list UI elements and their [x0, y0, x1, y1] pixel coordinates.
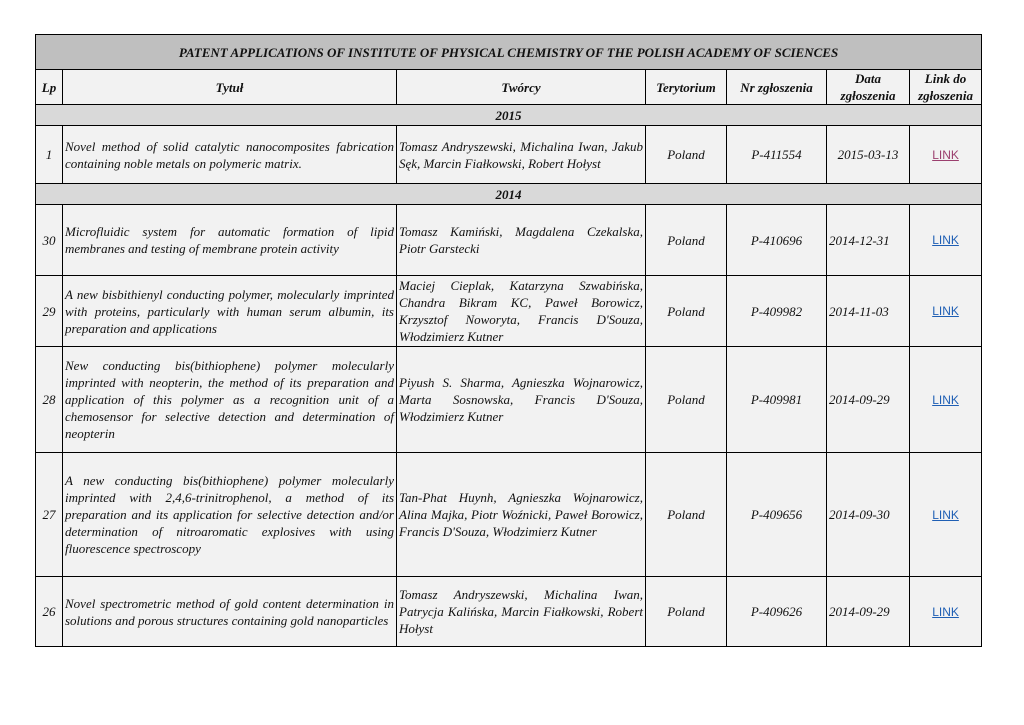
application-link[interactable]: LINK — [932, 233, 959, 247]
column-header-row — [36, 70, 982, 105]
row-number: 1 — [36, 126, 63, 184]
application-link-cell — [910, 205, 982, 276]
header-lp: Lp — [36, 70, 63, 105]
patent-territory: Poland — [646, 453, 727, 577]
patent-authors: Piyush S. Sharma, Agnieszka Wojnarowicz, Marta Sosnowska, Francis D'Souza, Włodzimierz Kutner — [397, 347, 646, 453]
patent-authors: Maciej Cieplak, Katarzyna Szwabińska, Chandra Bikram KC, Paweł Borowicz, Krzysztof Noworyta, Francis D'Souza, Włodzimierz Kutner — [397, 276, 646, 347]
application-date: 2014-11-03 — [827, 276, 910, 347]
application-date: 2014-09-30 — [827, 453, 910, 577]
year-row-2014 — [36, 184, 982, 205]
header-application-date: Data zgłoszenia — [827, 70, 910, 105]
row-number: 26 — [36, 577, 63, 647]
patent-authors: Tomasz Andryszewski, Michalina Iwan, Patrycja Kalińska, Marcin Fiałkowski, Robert Hołyst — [397, 577, 646, 647]
application-number: P-409982 — [727, 276, 827, 347]
row-number: 29 — [36, 276, 63, 347]
application-number: P-411554 — [727, 126, 827, 184]
application-number: P-409626 — [727, 577, 827, 647]
application-link-cell — [910, 577, 982, 647]
header-application-number: Nr zgłoszenia — [727, 70, 827, 105]
patent-title: Novel method of solid catalytic nanocomposites fabrication containing noble metals on polymeric matrix. — [63, 126, 397, 184]
application-link-cell — [910, 126, 982, 184]
application-link-cell — [910, 347, 982, 453]
application-number: P-409656 — [727, 453, 827, 577]
header-authors: Twórcy — [397, 70, 646, 105]
table-row — [36, 347, 982, 453]
application-number: P-410696 — [727, 205, 827, 276]
patent-title: New conducting bis(bithiophene) polymer molecularly imprinted with neopterin, the method of its preparation and application of this polymer as a recognition unit of a chemosensor for selective detection and determination of neopterin — [63, 347, 397, 453]
patent-territory: Poland — [646, 276, 727, 347]
patent-title: Microfluidic system for automatic formation of lipid membranes and testing of membrane protein activity — [63, 205, 397, 276]
patent-territory: Poland — [646, 126, 727, 184]
year-row-2015 — [36, 105, 982, 126]
row-number: 30 — [36, 205, 63, 276]
table-row — [36, 126, 982, 184]
patent-title: A new bisbithienyl conducting polymer, molecularly imprinted with proteins, particularly with human serum albumin, its preparation and applications — [63, 276, 397, 347]
patent-applications-table — [35, 34, 982, 647]
year-label: 2014 — [36, 184, 982, 205]
application-link[interactable]: LINK — [932, 604, 959, 619]
patent-authors: Tomasz Kamiński, Magdalena Czekalska, Piotr Garstecki — [397, 205, 646, 276]
patent-title: Novel spectrometric method of gold content determination in solutions and porous structures containing gold nanoparticles — [63, 577, 397, 647]
application-date: 2014-09-29 — [827, 347, 910, 453]
patent-authors: Tomasz Andryszewski, Michalina Iwan, Jakub Sęk, Marcin Fiałkowski, Robert Hołyst — [397, 126, 646, 184]
application-date: 2014-12-31 — [827, 205, 910, 276]
patent-authors: Tan-Phat Huynh, Agnieszka Wojnarowicz, Alina Majka, Piotr Woźnicki, Paweł Borowicz, Francis D'Souza, Włodzimierz Kutner — [397, 453, 646, 577]
header-territory: Terytorium — [646, 70, 727, 105]
application-link[interactable]: LINK — [932, 147, 959, 162]
application-link[interactable]: LINK — [932, 304, 959, 318]
application-date: 2014-09-29 — [827, 577, 910, 647]
table-title-row — [36, 35, 982, 70]
table-title: PATENT APPLICATIONS OF INSTITUTE OF PHYSICAL CHEMISTRY OF THE POLISH ACADEMY OF SCIENCES — [36, 35, 982, 70]
patent-title: A new conducting bis(bithiophene) polymer molecularly imprinted with 2,4,6-trinitrophenol, a method of its preparation and its application for selective detection and/or determination of nitroaromatic explosives with using fluorescence spectroscopy — [63, 453, 397, 577]
year-label: 2015 — [36, 105, 982, 126]
row-number: 28 — [36, 347, 63, 453]
header-title: Tytuł — [63, 70, 397, 105]
patent-territory: Poland — [646, 205, 727, 276]
application-number: P-409981 — [727, 347, 827, 453]
application-link-cell — [910, 453, 982, 577]
table-row — [36, 205, 982, 276]
patent-territory: Poland — [646, 577, 727, 647]
table-row — [36, 577, 982, 647]
application-link-cell — [910, 276, 982, 347]
application-link[interactable]: LINK — [932, 392, 959, 407]
table-row — [36, 453, 982, 577]
header-application-link: Link do zgłoszenia — [910, 70, 982, 105]
application-date: 2015-03-13 — [827, 126, 910, 184]
row-number: 27 — [36, 453, 63, 577]
application-link[interactable]: LINK — [932, 507, 959, 522]
patent-territory: Poland — [646, 347, 727, 453]
table-row — [36, 276, 982, 347]
